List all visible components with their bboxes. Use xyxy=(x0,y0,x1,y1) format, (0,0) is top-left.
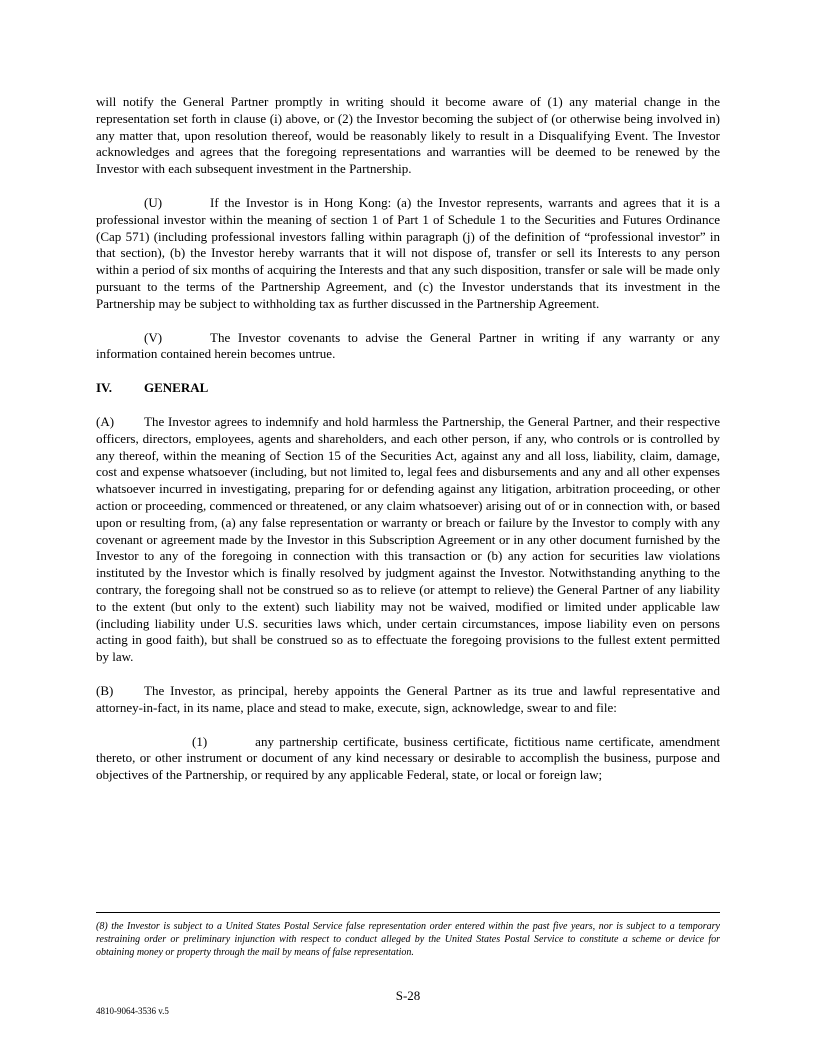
document-body xyxy=(96,94,720,784)
footnote: (8) the Investor is subject to a United States Postal Service false representation order entered within the past five years, nor is subject to a temporary restraining order or preliminary injunction with respect to conduct alleged by the United States Postal Service to constitute a scheme or device for obtaining money or property through the mail by means of false representation. xyxy=(96,921,720,959)
paragraph-v-label: (V) xyxy=(144,329,163,345)
paragraph-u-label: (U) xyxy=(144,194,163,210)
paragraph-b xyxy=(96,683,720,717)
list-item-1-text: any partnership certificate, business certificate, fictitious name certificate, amendment thereto, or other instrument or document of any kind necessary or desirable to accomplish the business, purpose and objectives of the Partnership, or required by any applicable Federal, state, or local or foreign law; xyxy=(96,733,720,783)
continuation-paragraph: will notify the General Partner promptly in writing should it become aware of (1) any material change in the representation set forth in clause (i) above, or (2) the Investor becoming the subject of (or otherwise being involved in) any matter that, upon resolution thereof, would be reasonably likely to result in a Disqualifying Event. The Investor acknowledges and agrees that the foregoing representations and warranties will be deemed to be renewed by the Investor with each subsequent investment in the Partnership. xyxy=(96,94,720,177)
paragraph-v xyxy=(96,330,720,364)
document-id: 4810-9064-3536 v.5 xyxy=(96,1006,169,1016)
paragraph-u xyxy=(96,195,720,313)
paragraph-a xyxy=(96,414,720,666)
paragraph-u-text: If the Investor is in Hong Kong: (a) the Investor represents, warrants and agrees that it is a professional investor within the meaning of section 1 of Part 1 of Schedule 1 to the Securities and Futures Ordinance (Cap 571) (including professional investors falling within paragraph (j) of the definition of “professional investor” in that section), (b) the Investor hereby warrants that it will not dispose of, transfer or sell its Interests to any person within a period of six months of acquiring the Interests and that any such disposition, transfer or sale will be made only pursuant to the terms of the Partnership Agreement, and (c) the Investor understands that its investment in the Partnership may be subject to withholding tax as further discussed in the Partnership Agreement. xyxy=(96,194,720,311)
section-heading xyxy=(96,380,720,397)
paragraph-b-label: (B) xyxy=(96,682,114,698)
list-item-1-label: (1) xyxy=(192,733,208,749)
paragraph-b-text: The Investor, as principal, hereby appoints the General Partner as its true and lawful representative and attorney-in-fact, in its name, place and stead to make, execute, sign, acknowledge, swear to and file: xyxy=(96,682,720,715)
paragraph-a-text: The Investor agrees to indemnify and hold harmless the Partnership, the General Partner, and their respective officers, directors, employees, agents and shareholders, and each other person, if any, who controls or is controlled by any thereof, within the meaning of Section 15 of the Securities Act, against any and all loss, liability, claim, damage, cost and expense whatsoever (including, but not limited to, legal fees and disbursements and any and all other expenses whatsoever incurred in investigating, preparing for or defending against any litigation, arbitration proceeding, or other action or proceeding, commenced or threatened, or any claim whatsoever) arising out of or in connection with, or based upon or resulting from, (a) any false representation or warranty or breach or failure by the Investor to comply with any covenant or agreement made by the Investor in this Subscription Agreement or in any other document furnished by the Investor to any of the foregoing in connection with this transaction or (b) any action for securities law violations instituted by the Investor which is finally resolved by judgment against the Investor. Notwithstanding anything to the contrary, the foregoing shall not be construed so as to relieve (or attempt to relieve) the General Partner of any liability to the extent (but only to the extent) such liability may not be waived, modified or limited under applicable law (including liability under U.S. securities laws which, under certain circumstances, impose liability even on persons acting in good faith), but shall be construed so as to effectuate the foregoing provisions to the fullest extent permitted by law. xyxy=(96,413,720,665)
paragraph-a-label: (A) xyxy=(96,413,115,429)
section-number: IV. xyxy=(96,380,113,396)
paragraph-v-text: The Investor covenants to advise the General Partner in writing if any warranty or any information contained herein becomes untrue. xyxy=(96,329,720,362)
page-number: S-28 xyxy=(395,988,421,1003)
footnote-divider xyxy=(96,912,720,913)
list-item-1 xyxy=(96,734,720,784)
section-title: GENERAL xyxy=(144,380,209,396)
